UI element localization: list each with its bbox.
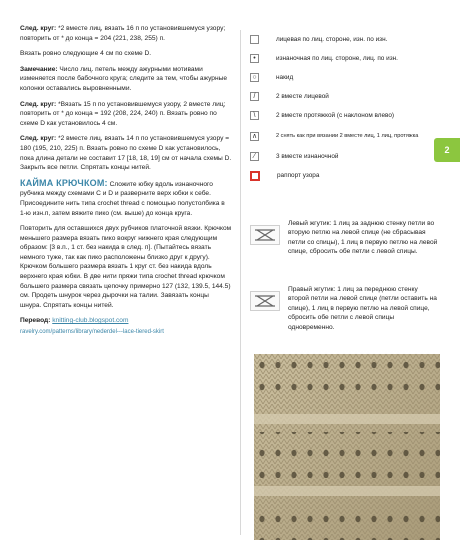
legend-label: изнаночная по лиц. стороне, лиц. по изн. bbox=[276, 54, 398, 62]
paragraph-body: *Вязать 15 п по установившемуся узору, 2 вместе лиц; повторить от * до конца = 192 (208, 224, 240) п. Вязать ровно по схеме D как установилось 4 см. bbox=[20, 100, 226, 127]
paragraph-crochet-edging bbox=[20, 179, 232, 218]
paragraph-body: Сложите юбку вдоль изнаночного рубчика между схемами C и D и разверните верх юбки к себе. Присоедините нить типа crochet thread с помощью полустолбика в 1-ю изн.п, затем вяжите пико (см. выше) до конца круга. bbox=[20, 180, 225, 217]
pattern-text-column bbox=[20, 24, 232, 344]
paragraph-note bbox=[20, 65, 232, 94]
knit-symbol-icon bbox=[250, 35, 259, 44]
legend-item-k2tog bbox=[250, 87, 440, 106]
ssk-symbol-icon: \ bbox=[250, 111, 259, 120]
yarn-over-symbol-icon: ○ bbox=[250, 73, 259, 82]
sk2p-symbol-icon: ∧ bbox=[251, 132, 258, 140]
lace-swatch-image bbox=[254, 354, 440, 540]
page-number-tab: 2 bbox=[434, 138, 460, 162]
paragraph-repeat: Повторить для оставшихся двух рубчиков платочной вязки. Крючком меньшего размера вязать пико вокруг нижнего края следующим образом: [3 в.п., 1 ст. без накида в след. п]. (Пытайтесь вязать немного туже, так как пико расположены близко друг к другу). Крючком большего размера вязать 1 круг ст. без накида вдоль верхнего края юбки. В две нити пряжи типа crochet thread крючком большего размера связать цепочку примерно 127 (132, 139.5, 144.5) см. Продеть шнурок через дырочки на талии. Завязать концы шнура. Спрятать концы нитей. bbox=[20, 225, 232, 309]
paragraph-body: *2 вместе лиц, вязать 16 п по установившемуся узору; повторить от * до конца = 204 (221, 238, 255) п. bbox=[20, 25, 226, 42]
left-cross-icon bbox=[250, 225, 280, 245]
section-title: КАЙМА КРЮЧКОМ: bbox=[20, 177, 108, 188]
translation-label: Перевод: bbox=[20, 317, 51, 325]
legend-item-repeat bbox=[250, 166, 440, 185]
column-divider bbox=[240, 30, 241, 535]
paragraph-lead: След. круг: bbox=[20, 25, 57, 32]
paragraph-body: *2 вместе лиц, вязать 14 п по установившемуся узору = 180 (195, 210, 225) п. Вязать ровно по схеме D как установилось, пока длина детали не составит 17 [18, 18, 19] см от начала схемы D. Закрыть все петли. Спрятать концы нитей. bbox=[20, 135, 232, 172]
right-cross-text: Правый жгутик: 1 лиц за переднюю стенку второй петли на левой спице (петли оставить на спице), 1 лиц в первую петлю на левой спице, сбросить обе петли с левой спицы одновременно. bbox=[288, 286, 437, 331]
legend-label: 2 вместе протяжкой (с наклоном влево) bbox=[276, 111, 395, 119]
translation-line bbox=[20, 316, 232, 326]
p3tog-symbol-icon: ⁄ bbox=[250, 152, 259, 161]
k2tog-symbol-icon: / bbox=[250, 92, 259, 101]
legend-label: раппорт узора bbox=[277, 171, 320, 179]
legend-item-yarn-over bbox=[250, 68, 440, 87]
repeat-symbol-icon bbox=[250, 171, 260, 181]
stitch-legend bbox=[250, 30, 440, 185]
paragraph-next-round-2 bbox=[20, 100, 232, 129]
purl-symbol-icon: • bbox=[250, 54, 259, 63]
legend-label: 2 снять как при вязании 2 вместе лиц, 1 лиц, протяжка bbox=[276, 133, 419, 139]
paragraph-next-round-3 bbox=[20, 134, 232, 172]
legend-label: 2 вместе лицевой bbox=[276, 92, 329, 100]
translation-link[interactable]: knitting-club.blogspot.com bbox=[52, 317, 129, 325]
legend-item-p3tog bbox=[250, 147, 440, 166]
legend-item-sk2p bbox=[250, 125, 440, 147]
legend-label: накид bbox=[276, 73, 294, 81]
paragraph-knit-even: Вязать ровно следующие 4 см по схеме D. bbox=[20, 50, 152, 58]
legend-item-knit bbox=[250, 30, 440, 49]
legend-item-purl bbox=[250, 49, 440, 68]
legend-item-ssk bbox=[250, 106, 440, 125]
legend-label: лицевая по лиц. стороне, изн. по изн. bbox=[276, 35, 388, 43]
paragraph-lead: След. круг: bbox=[20, 135, 57, 143]
paragraph-lead: След. круг: bbox=[20, 100, 57, 108]
note-body: Число лиц. петель между ажурными мотивами изменяется после бабочного круга; следите за тем, чтобы ажурные колонки оставались выровненными. bbox=[20, 65, 228, 92]
note-label: Замечание: bbox=[20, 65, 58, 73]
legend-label: 3 вместе изнаночной bbox=[276, 152, 339, 160]
source-link[interactable]: ravelry.com/patterns/library/nederdel---lace-tiered-skirt bbox=[20, 329, 164, 336]
lace-swatch-photo bbox=[254, 354, 440, 540]
paragraph-next-round-1 bbox=[20, 24, 232, 43]
left-cross-text: Левый жгутик: 1 лиц за заднюю стенку петли во вторую петлю на левой спице (не сбрасывая петли со спицы), 1 лиц в первую петлю на левой спице, сбросить обе петли с левой спицы. bbox=[288, 220, 438, 256]
right-cross-icon bbox=[250, 291, 280, 311]
